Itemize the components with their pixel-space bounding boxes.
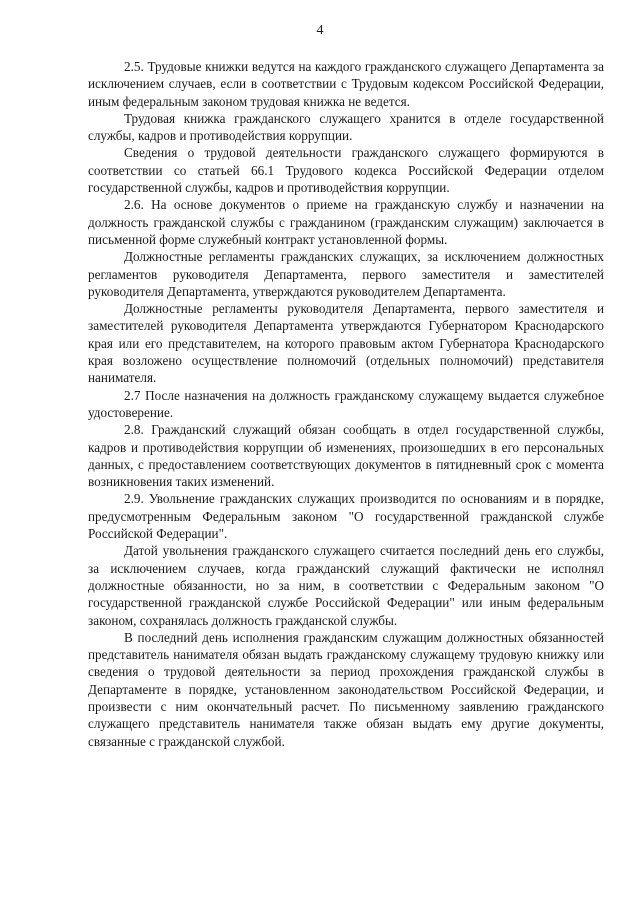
paragraph-2-6: 2.6. На основе документов о приеме на гражданскую службу и назначении на должность гражданской службы с гражданином (гражданским служащим) заключается в письменной форме служебный контракт установленной формы.	[88, 197, 604, 247]
paragraph-2-9: 2.9. Увольнение гражданских служащих производится по основаниям и в порядке, предусмотренным Федеральным законом "О государственной гражданской службе Российской Федерации".	[88, 491, 604, 542]
page-number: 4	[316, 23, 324, 38]
paragraph-2-7: 2.7 После назначения на должность гражданскому служащему выдается служебное удостоверение.	[88, 387, 604, 420]
paragraph-work-book-storage: Трудовая книжка гражданского служащего хранится в отделе государственной службы, кадров и противодействия коррупции.	[88, 110, 604, 144]
paragraph-last-day: В последний день исполнения гражданским служащим должностных обязанностей представитель нанимателя обязан выдать гражданскому служащему трудовую книжку или сведения о трудовой деятельности за период прохождения гражданской службы в Департаменте в порядке, установленном законодательством Российской Федерации, и произвести с ним окончательный расчет. По письменному заявлению гражданского служащего представитель нанимателя также обязан выдать ему другие документы, связанные с гражданской службой.	[88, 629, 604, 749]
paragraph-head-regulations: Должностные регламенты руководителя Департамента, первого заместителя и заместителей руководителя Департамента утверждаются Губернатором Краснодарского края или его представителем, на которого правовым актом Губернатора Краснодарского края возложено осуществление полномочий (отдельных полномочий) представителя нанимателя.	[88, 301, 604, 386]
paragraph-job-regulations: Должностные регламенты гражданских служащих, за исключением должностных регламентов руководителя Департамента, первого заместителя и заместителей руководителя Департамента, утверждаются руководителем Департамента.	[88, 249, 604, 299]
paragraph-2-8: 2.8. Гражданский служащий обязан сообщать в отдел государственной службы, кадров и противодействия коррупции об изменениях, произошедших в его персональных данных, с предоставлением соответствующих документов в пятидневный срок с момента возникновения таких изменений.	[88, 422, 604, 490]
paragraph-work-info: Сведения о трудовой деятельности гражданского служащего формируются в соответствии со статьей 66.1 Трудового кодекса Российской Федерации отделом государственной службы, кадров и противодействия коррупции.	[88, 145, 604, 196]
paragraph-2-5: 2.5. Трудовые книжки ведутся на каждого гражданского служащего Департамента за исключением случаев, если в соответствии с Трудовым кодексом Российской Федерации, иным федеральным законом трудовая книжка не ведется.	[88, 59, 604, 109]
document-body	[88, 58, 604, 750]
paragraph-dismissal-date: Датой увольнения гражданского служащего считается последний день его службы, за исключением случаев, когда гражданский служащий фактически не исполнял должностные обязанности, но за ним, в соответствии с Федеральным законом "О государственной гражданской службе Российской Федерации" или иным федеральным законом, сохранялась должность гражданской службы.	[88, 543, 604, 628]
